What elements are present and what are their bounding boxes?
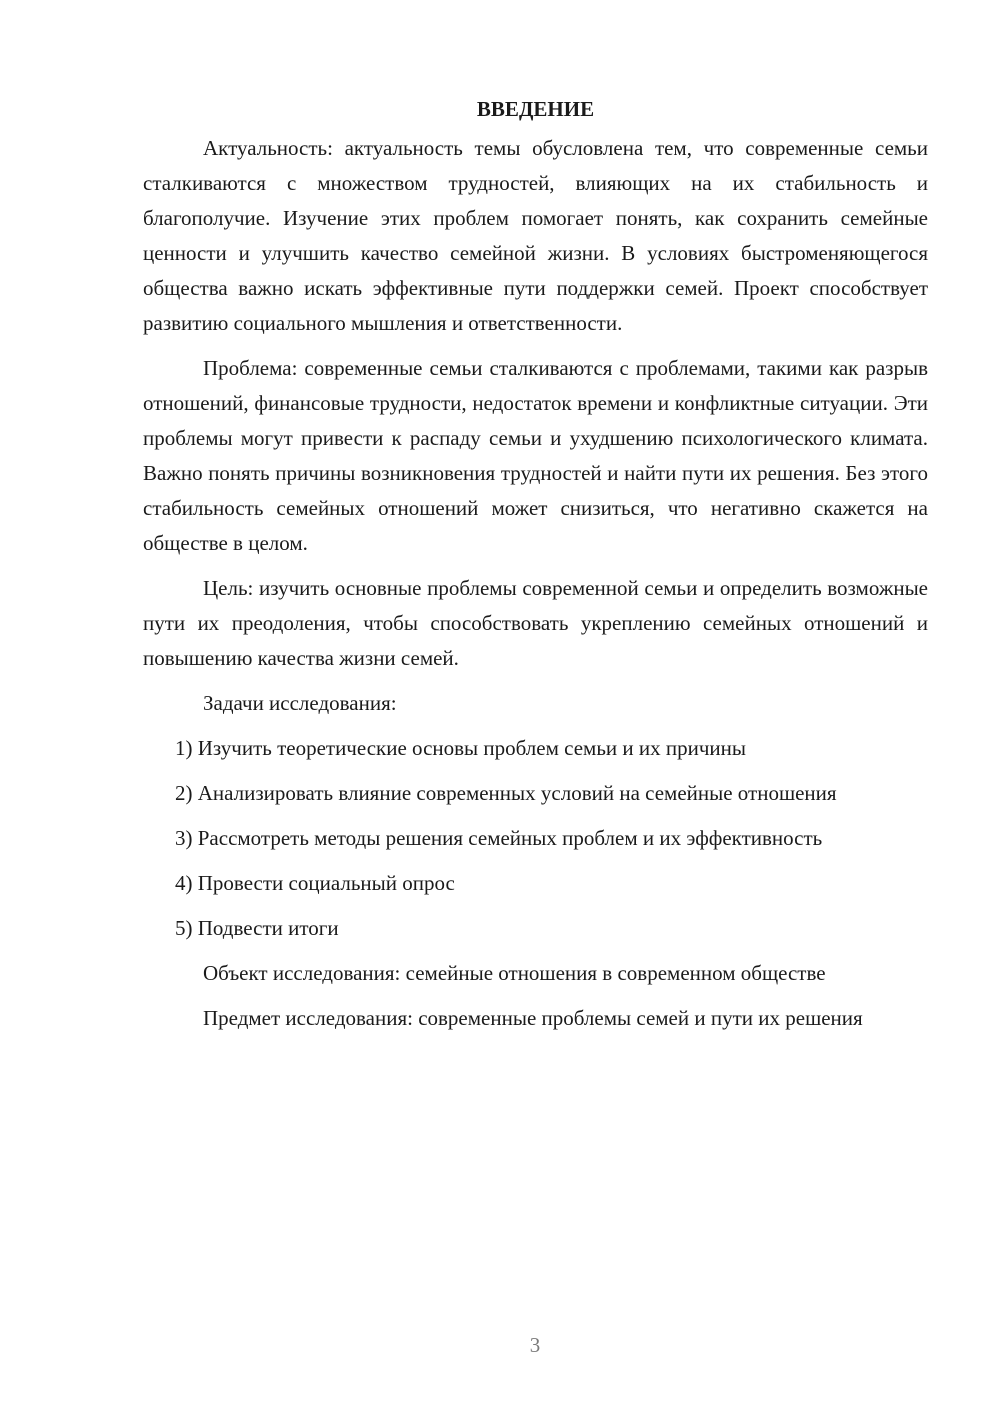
- relevance-paragraph: Актуальность: актуальность темы обусловлена тем, что современные семьи сталкиваются с множеством трудностей, влияющих на их стабильность и благополучие. Изучение этих проблем помогает понять, как сохранить семейные ценности и улучшить качество семейной жизни. В условиях быстроменяющегося общества важно искать эффективные пути поддержки семей. Проект способствует развитию социального мышления и ответственности.: [143, 136, 928, 335]
- document-page: [143, 92, 928, 1046]
- task-item-3: 3) Рассмотреть методы решения семейных проблем и их эффективность: [175, 826, 823, 850]
- tasks-heading: Задачи исследования:: [203, 691, 397, 715]
- subject-paragraph: Предмет исследования: современные проблемы семей и пути их решения: [203, 1006, 863, 1030]
- page-number: 3: [529, 1333, 541, 1357]
- page-title: ВВЕДЕНИЕ: [476, 97, 595, 121]
- task-item-4: 4) Провести социальный опрос: [175, 871, 455, 895]
- task-item-5: 5) Подвести итоги: [175, 916, 339, 940]
- goal-paragraph: Цель: изучить основные проблемы современной семьи и определить возможные пути их преодоления, чтобы способствовать укреплению семейных отношений и повышению качества жизни семей.: [143, 576, 928, 670]
- object-paragraph: Объект исследования: семейные отношения в современном обществе: [203, 961, 826, 985]
- problem-paragraph: Проблема: современные семьи сталкиваются с проблемами, такими как разрыв отношений, финансовые трудности, недостаток времени и конфликтные ситуации. Эти проблемы могут привести к распаду семьи и ухудшению психологического климата. Важно понять причины возникновения трудностей и найти пути их решения. Без этого стабильность семейных отношений может снизиться, что негативно скажется на обществе в целом.: [143, 356, 928, 555]
- task-item-2: 2) Анализировать влияние современных условий на семейные отношения: [175, 781, 837, 805]
- task-item-1: 1) Изучить теоретические основы проблем семьи и их причины: [175, 736, 746, 760]
